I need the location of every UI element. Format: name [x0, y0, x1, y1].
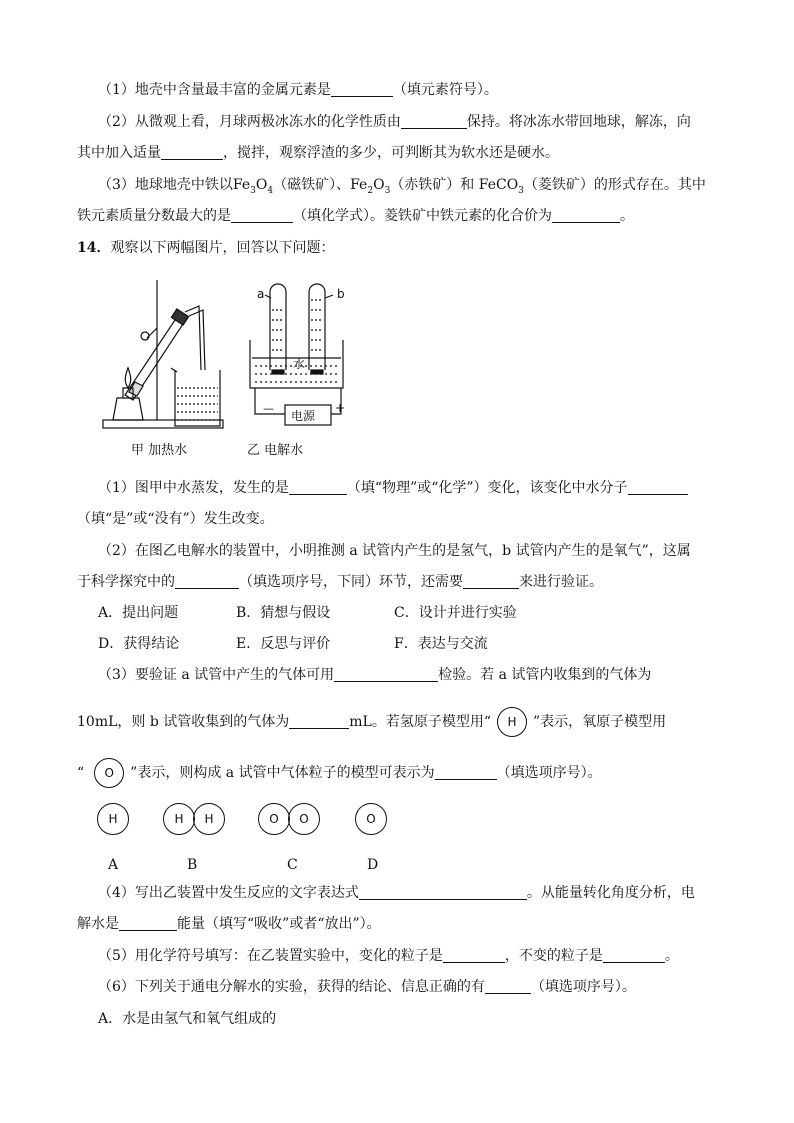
q14-part2-line1: [98, 541, 691, 561]
subscript: 3: [384, 185, 391, 196]
q14-part3-line3: [77, 758, 602, 788]
q14-part6: [98, 977, 636, 997]
q14-part3-line2: [77, 707, 666, 737]
q14-part1-line2: [77, 509, 274, 529]
option-a[interactable]: A．提出问题: [98, 605, 179, 621]
q13-part2-line2: [77, 143, 559, 163]
hematite-label: （赤铁矿）和 FeCO: [390, 177, 519, 193]
q14-part2-text3: （填选项序号，下同）环节，还需要: [239, 574, 463, 590]
q14-part3-text5: ”表示，氧原子模型用: [532, 714, 667, 730]
q14-part5-end: 。: [664, 948, 679, 964]
answer-blank[interactable]: [435, 763, 497, 780]
q13-part2-line1: [98, 112, 691, 132]
q14-part2-text4: 来进行验证。: [519, 574, 603, 590]
subscript: 4: [267, 185, 274, 196]
subscript: 3: [250, 185, 256, 196]
option-c[interactable]: C．设计并进行实验: [394, 605, 517, 621]
formula-part: O: [373, 177, 385, 193]
q14-part3-line1: [98, 665, 651, 685]
q14-part2-text2: 于科学探究中的: [77, 574, 175, 590]
q14-part6-text2: （填选项序号）。: [530, 979, 636, 995]
option-b[interactable]: B．猜想与假设: [236, 605, 331, 621]
q13-part2-text2: 其中加入适量: [77, 145, 161, 161]
q14-part1-text: （1）图甲中水蒸发，发生的是: [98, 480, 289, 496]
figure-jia-caption: 甲 加热水: [131, 443, 188, 458]
answer-blank[interactable]: [175, 572, 239, 589]
answer-blank[interactable]: [289, 712, 349, 729]
q14-part4-line2: [77, 914, 381, 934]
formula-part: O: [255, 177, 268, 193]
q14-part3-text7: （填选项序号）。: [496, 765, 602, 781]
answer-blank[interactable]: [463, 572, 519, 589]
q14-part6-text: （6）下列关于通电分解水的实验，获得的结论、信息正确的有: [98, 979, 485, 995]
q14-part4-text: （4）写出乙装置中发生反应的文字表达式: [98, 885, 359, 901]
model-label-a: A: [108, 857, 119, 873]
oxygen-atom: O: [258, 803, 290, 835]
oxygen-atom: O: [355, 803, 387, 835]
q13-part2-text3: ，搅拌，观察浮渣的多少，可判断其为软水还是硬水。: [223, 145, 559, 161]
answer-blank[interactable]: [334, 665, 438, 682]
model-option-a[interactable]: [97, 803, 129, 835]
water-label: 水: [293, 357, 306, 371]
siderite-label: （菱铁矿）的形式存在。其中: [523, 177, 706, 193]
subscript: 3: [518, 185, 524, 196]
q14-stem: [77, 238, 334, 258]
q14-part5-text2: ，不变的粒子是: [504, 948, 603, 964]
q14-part5-text: （5）用化学符号填写：在乙装置实验中，变化的粒子是: [98, 948, 443, 964]
question-stem: 观察以下两幅图片，回答以下问题：: [110, 240, 335, 256]
q14-part2-line2: [77, 572, 603, 592]
option-d[interactable]: D．获得结论: [98, 636, 180, 652]
q13-part1: [98, 80, 498, 100]
q13-part2-text-cont: 保持。将冰冻水带回地球，解冻，向: [466, 114, 691, 130]
negative-terminal: —: [263, 402, 274, 415]
q14-part4-text4: 能量（填写“吸收”或者“放出”）。: [177, 916, 381, 932]
model-option-c[interactable]: [258, 803, 320, 835]
q14-part3-text2: 检验。若 a 试管内收集到的气体为: [438, 667, 652, 683]
answer-blank[interactable]: [231, 206, 293, 223]
q14-part4-text2: 。从能量转化角度分析，电: [526, 885, 695, 901]
hydrogen-atom: H: [193, 803, 225, 835]
answer-blank[interactable]: [628, 478, 688, 495]
q14-part3-text4: mL。若氢原子模型用“: [349, 714, 491, 730]
q13-part3-text: （3）地球地壳中铁以: [98, 177, 233, 193]
apparatus-figure: [95, 270, 375, 465]
q14-part5: [98, 946, 679, 966]
tube-b-label: b: [337, 287, 345, 301]
oxygen-atom: O: [288, 803, 320, 835]
q13-part3-line2: [77, 206, 634, 226]
q13-part3-text2: 铁元素质量分数最大的是: [77, 208, 231, 224]
q13-part1-hint: （填元素符号）。: [392, 82, 498, 98]
q14-part3-text6: ”表示，则构成 a 试管中气体粒子的模型可表示为: [130, 765, 435, 781]
answer-blank[interactable]: [331, 80, 393, 97]
q14-part4-text3: 解水是: [77, 916, 119, 932]
answer-blank[interactable]: [161, 143, 223, 160]
subscript: 2: [367, 185, 374, 196]
model-option-d[interactable]: [355, 803, 387, 835]
answer-blank[interactable]: [603, 946, 665, 963]
tube-a-label: a: [257, 287, 265, 301]
model-option-b[interactable]: [163, 803, 225, 835]
positive-terminal: +: [335, 401, 346, 415]
formula-fe2o3: Fe: [350, 177, 368, 193]
answer-blank[interactable]: [289, 478, 347, 495]
option-e[interactable]: E．反思与评价: [236, 636, 331, 652]
q14-part3-text: （3）要验证 a 试管中产生的气体可用: [98, 667, 335, 683]
magnetite-label: （磁铁矿）、: [273, 177, 351, 193]
q14-part1-line1: [98, 478, 688, 498]
q14-part3-text3: 10mL，则 b 试管收集到的气体为: [77, 714, 290, 730]
q13-part2-text: （2）从微观上看，月球两极冰冻水的化学性质由: [98, 114, 401, 130]
q14-part1-text2: （填“物理”或“化学”）变化，该变化中水分子: [346, 480, 628, 496]
power-supply-label: 电源: [291, 409, 316, 423]
oxygen-atom-model: O: [94, 758, 124, 788]
q14-part1-text3: （填“是”或“没有”）发生改变。: [77, 511, 274, 527]
answer-blank[interactable]: [359, 883, 527, 900]
q14-part3-quote: “: [77, 765, 85, 781]
answer-blank[interactable]: [485, 977, 531, 994]
q13-part1-text: （1）地壳中含量最丰富的金属元素是: [98, 82, 331, 98]
q14-part6-option-a[interactable]: A．水是由氢气和氧气组成的: [98, 1011, 277, 1027]
answer-blank[interactable]: [119, 914, 177, 931]
model-label-b: B: [187, 857, 198, 873]
heating-water-apparatus: [103, 280, 223, 428]
answer-blank[interactable]: [401, 112, 467, 129]
q13-part3-line1: [98, 175, 706, 195]
q13-part3-end: 。: [620, 208, 634, 224]
q14-part4-line1: [98, 883, 695, 903]
answer-blank[interactable]: [552, 206, 620, 223]
formula-fe3o4: Fe: [232, 177, 251, 193]
question-number: 14．: [77, 240, 111, 256]
model-label-c: C: [287, 857, 298, 873]
q14-part2-text: （2）在图乙电解水的装置中，小明推测 a 试管内产生的是氢气，b 试管内产生的是氧气”，这属: [98, 543, 691, 559]
figure-yi-caption: 乙 电解水: [247, 443, 304, 458]
hydrogen-atom-model: H: [497, 707, 527, 737]
option-f[interactable]: F．表达与交流: [394, 636, 488, 652]
answer-blank[interactable]: [443, 946, 505, 963]
model-label-d: D: [367, 857, 379, 873]
hydrogen-atom: H: [97, 803, 129, 835]
hydrogen-atom: H: [163, 803, 195, 835]
q13-part3-text3: （填化学式）。菱铁矿中铁元素的化合价为: [293, 208, 552, 224]
